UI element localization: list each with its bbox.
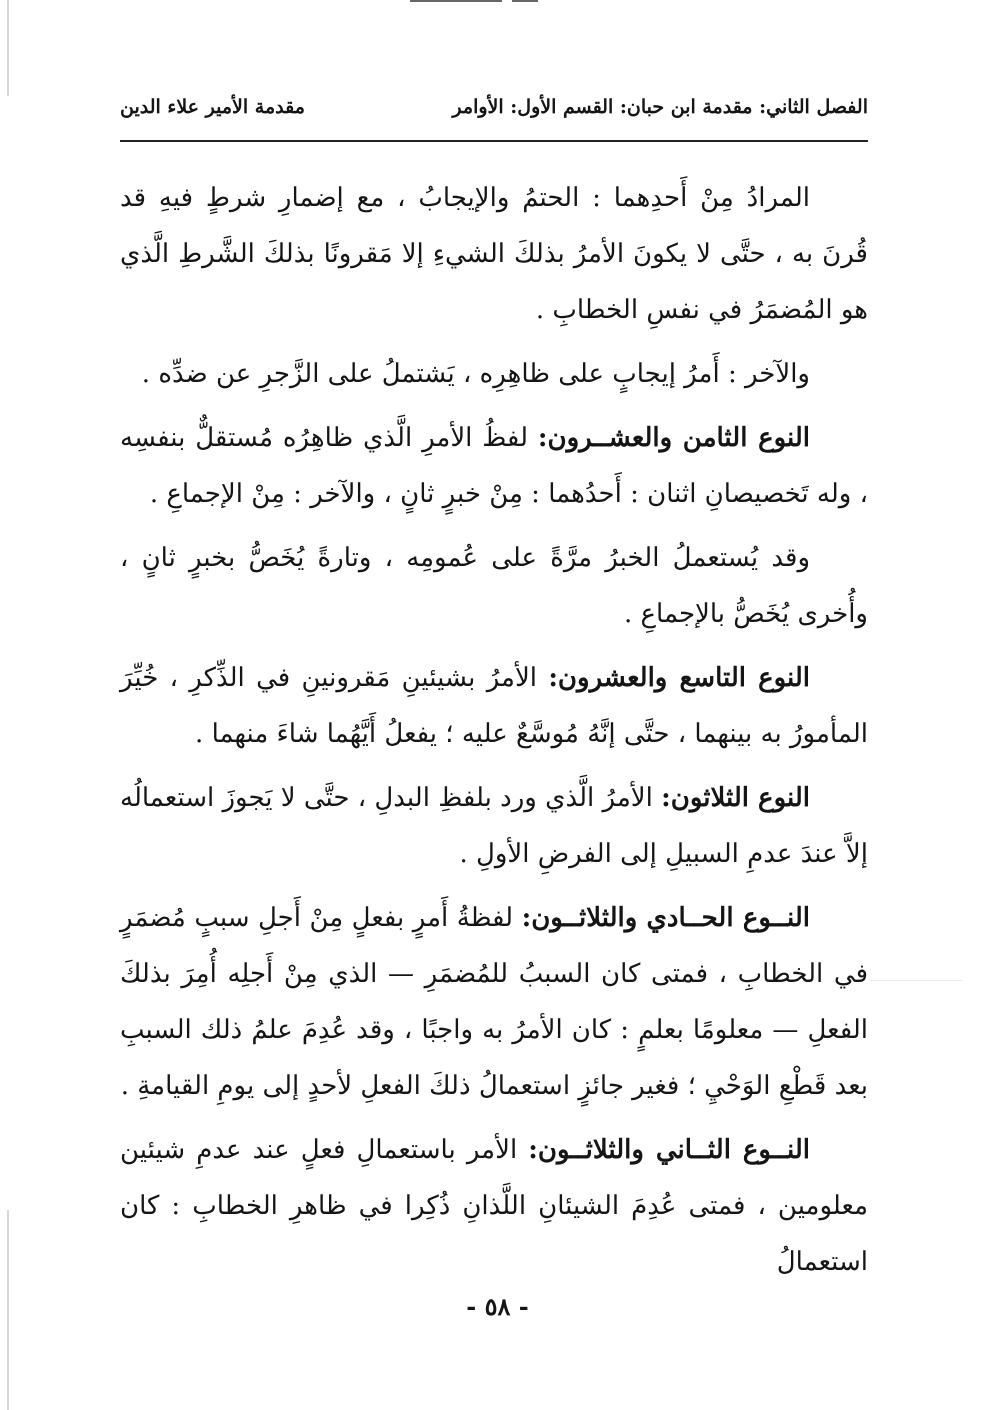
top-scan-marks <box>0 0 995 40</box>
chapter-header: الفصل الثاني: مقدمة ابن حبان: القسم الأول: الأوامر <box>452 96 868 118</box>
type-28-text: لفظُ الأمرِ الَّذي ظاهِرُه مُستقلٌّ بنفسِه ، وله تَخصيصانِ اثنان : أَحدُهما : مِنْ خبرٍ ثانٍ ، والآخر : مِنْ الإجماعِ . <box>120 423 868 509</box>
paragraph-first: المرادُ مِنْ أَحدِهما : الحتمُ والإيجابُ ، مع إضمارِ شرطٍ فيهِ قد قُرنَ به ، حتَّى لا يكونَ الأمرُ بذلكَ الشيءِ إلا مَقرونًا بذلكَ الشَّرطِ الَّذي هو المُضمَرُ في نفسِ الخطابِ . <box>120 183 868 325</box>
type-30-text: الأمرُ الَّذي ورد بلفظِ البدلِ ، حتَّى لا يَجوزَ استعمالُه إلاَّ عندَ عدمِ السبيلِ إلى الفرضِ الأولِ . <box>120 783 868 869</box>
type-29-heading: النوع التاسع والعشرون: <box>548 663 811 693</box>
paragraph-general-use: وقد يُستعملُ الخبرُ مرَّةً على عُمومِه ، وتارةً يُخَصُّ بخبرٍ ثانٍ ، وأُخرى يُخَصُّ بالإجماعِ . <box>120 543 868 629</box>
type-32-text: الأمر باستعمالِ فعلٍ عند عدمِ شيئين معلومين ، فمتى عُدِمَ الشيئانِ اللَّذانِ ذُكِرا في ظاهرِ الخطابِ : كان استعمالُ <box>120 1135 868 1277</box>
paragraph-type-32 <box>120 1122 868 1290</box>
top-scan-mark <box>512 0 538 10</box>
paragraph-type-30 <box>120 770 868 882</box>
top-scan-mark <box>410 0 502 10</box>
book-header: مقدمة الأمير علاء الدين <box>120 96 305 118</box>
paragraph-type-31 <box>120 890 868 1114</box>
scan-line <box>7 0 9 96</box>
faint-scan-line <box>870 980 962 981</box>
page-body <box>120 170 868 1298</box>
paragraph-type-28 <box>120 410 868 522</box>
type-31-heading: النــوع الحــادي والثلاثــون: <box>521 903 810 933</box>
page-number: - ٥٨ - <box>466 1292 529 1321</box>
paragraph-type-29 <box>120 650 868 762</box>
type-31-text: لفظةُ أَمرٍ بفعلٍ مِنْ أَجلِ سببٍ مُضمَرٍ في الخطابِ ، فمتى كان السببُ للمُضمَرِ — الذي مِنْ أَجلِه أُمِرَ بذلكَ الفعلِ — معلومًا بعلمٍ : كان الأمرُ به واجبًا ، وقد عُدِمَ علمُ ذلك السببِ بعد قَطْعِ الوَحْيِ ؛ فغير جائزٍ استعمالُ ذلكَ الفعلِ لأحدٍ إلى يومِ القيامةِ . <box>120 903 868 1101</box>
type-29-text: الأمرُ بشيئينِ مَقرونينِ في الذِّكرِ ، خُيِّرَ المأمورُ به بينهما ، حتَّى إنَّهُ مُوسَّعٌ عليه ؛ يفعلُ أَيَّهُما شاءَ منهما . <box>120 663 868 749</box>
type-28-heading: النوع الثامن والعشــرون: <box>537 423 811 453</box>
left-scan-artifacts <box>0 0 22 1410</box>
running-header <box>120 96 868 142</box>
type-32-heading: النــوع الثــاني والثلاثــون: <box>528 1135 810 1165</box>
header-rule <box>120 140 868 142</box>
paragraph-second: والآخر : أَمرُ إيجابٍ على ظاهِرِه ، يَشتملُ على الزَّجرِ عن ضدِّه . <box>141 359 810 389</box>
type-30-heading: النوع الثلاثون: <box>661 783 810 813</box>
